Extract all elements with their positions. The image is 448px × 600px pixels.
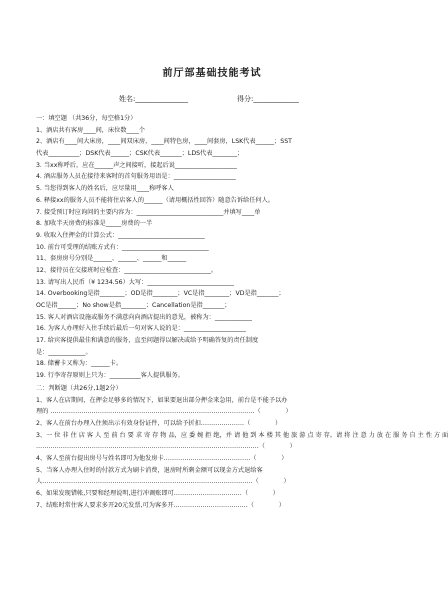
question-line: 15. 客人对酒店设施或服务不满意向向酒店提出的意见，被称为：____________ [36,313,252,321]
question-line: 16. 为客人办理好入住手续后最后一句对客人说的是：____________________ [36,325,246,333]
question-line: 人…………………………………………………………………………………………（ ） [36,478,290,486]
question-line: OC是指______；No show是指________；Cancellation是指_______； [36,302,231,309]
question-line: 3. 当xx称呼后，应在______声之间接听，接起后说____________________ [36,161,237,169]
question-line: 18. 储蓄卡又称为：______卡。 [36,360,123,368]
question-line: 9. 收取入住押金的计算公式：____________________________ [36,231,205,239]
question-line: 6、如果发现错帐,只要和经理说明,进行冲调账即可……………………………（ ） [36,490,279,497]
section-heading-true-false: 二：判断题（共26分,1题2分） [36,384,122,392]
question-line: 19. 行李寄存原则上只为：__________客人提供服务。 [36,372,184,380]
question-line: 13. 请写出人民币（¥ 1234.56）大写：____________________________ [36,278,234,286]
question-line: 10. 前台可受理的结账方式有：____________________________ [36,243,209,251]
exam-body [36,113,448,511]
question-line: 4. 酒店服务人员在接待来客时的首句服务用语是：____________________ [36,173,236,181]
question-line: 6. 释接xx的服务人员不能将住店客人的______（请用概括性回答）随意告诉给任何人。 [36,196,274,204]
question-line: 5、当客人办理入住时的付款方式为刷卡消费，退房时所剩金额可以现金方式退给客 [36,466,263,474]
score-field[interactable]: 得分:_____________ [237,95,299,103]
question-line: 1、客人在店期间，在押金足够多的情况下，如果要退出部分押金来急用，前台是不能予以办 [36,396,288,404]
question-line: 1、酒店共有客房____间，床位数____个 [36,126,146,134]
question-line: 是：____________。 [36,348,92,356]
name-field[interactable]: 姓名:_______________ [119,95,188,103]
question-line: 11、套房房号分别是______、______、______和______ [36,255,187,263]
question-line: 理的 ………………………………………………………………………………………（ ） [36,408,292,416]
question-line: 14. Overbooking是指________；OD是指________；VC是指________；VD是指_______； [36,290,285,298]
question-line: 2、酒店有____间大床房，____间双床房，____间特色房，____间套房，LSK代表______；SST [36,138,292,146]
question-line: 4、客人至前台提出房号与姓名即可为他发房卡……………………………………（ ） [36,454,288,462]
question-line: 2、客人在前台办理入住须出示有效身份证件，可以给予折扣…………………（ ） [36,419,282,427]
question-line: 5. 当您得到客人的姓名后，应尽量用____称呼客人 [36,185,174,193]
question-line: ………………………………………………………………………………………………（ ） [36,443,296,451]
question-line: 7、结账时常住客人要求多开20元发票,可为客多开………………………………（ ） [36,501,285,509]
question-line: 12、接待员在交接班时应检查：____________________________。 [36,266,218,274]
question-line: 代表__________；DSK代表______；CSK代表_______；LDS代表________； [36,150,244,158]
exam-title: 前厅部基础技能考试 [162,68,262,79]
question-line: 3、一 位 非 住 店 客 人 至 前 台 要 求 寄 存 物 品，应 委 婉 拒 绝，并 请 他 到 本 楼 其 他 旅 游 点 寄 存。请 将 注 意 力 放 在 服 务 自 主 性 方 面 [36,431,448,439]
question-line: 7. 接受预订时应询问的主要内容为：____________________________并填写____单 [36,208,261,216]
question-line: 8. 加收半天房费的标准是_____房费的一半 [36,220,153,228]
question-line: 17. 给宾客提供最佳和满意的服务，直至问题得以解决或给予明确答复的责任制度 [36,337,259,345]
section-heading-fill-blank: 一：填空题 （共36分，每空格1分） [36,115,137,122]
